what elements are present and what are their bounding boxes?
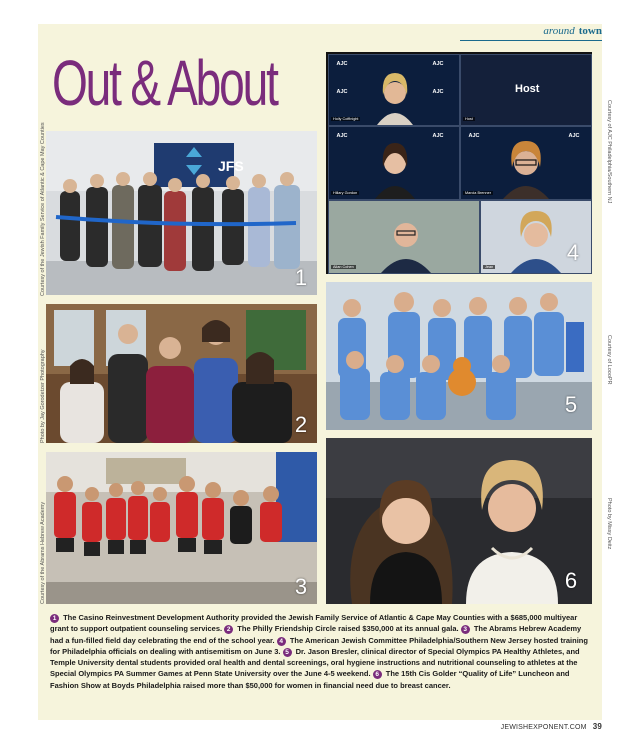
page-footer: [460, 722, 602, 734]
ajc-logo: AJC: [568, 133, 580, 139]
photo-3-field-day: [46, 452, 317, 604]
photo-number-6: 6: [564, 568, 578, 593]
participant-name: Host: [465, 117, 473, 121]
ajc-logo: AJC: [432, 89, 444, 95]
ajc-logo: AJC: [336, 133, 348, 139]
participant-name: Holly Coffinight: [333, 117, 359, 121]
footer-site: JEWISHEXPONENT.COM: [500, 724, 587, 731]
ajc-logo: AJC: [336, 89, 348, 95]
zoom-tile-host: [460, 54, 592, 126]
photo-caption: [50, 612, 595, 712]
photo-4-zoom-meeting: [326, 52, 592, 274]
photo-number-3: 3: [294, 574, 308, 599]
credit-photo-5: Courtesy of LoooPR: [606, 335, 612, 385]
page-title: Out & About: [52, 47, 277, 119]
photo-number-4: 4: [566, 240, 580, 265]
participant-name: Allan Cohen: [333, 265, 354, 269]
caption-text-6: The 15th Cis Golder “Quality of Life” Luncheon and Fashion Show at Boyds Philadelphia raised more than $50,000 for women in financial need due to breast cancer.: [50, 669, 570, 690]
caption-marker-6: 6: [373, 670, 382, 679]
section-name: town: [578, 25, 602, 37]
photo-2-gala: [46, 304, 317, 443]
photo-6-luncheon: [326, 438, 592, 604]
ajc-logo: AJC: [432, 133, 444, 139]
zoom-tile-1: [328, 54, 460, 126]
svg-text:JFS: JFS: [218, 158, 244, 174]
caption-marker-3: 3: [461, 625, 470, 634]
photo-number-5: 5: [564, 392, 578, 417]
credit-photo-6: Photo by Missy Deitz: [606, 498, 612, 550]
caption-text-5: Dr. Jason Bresler, clinical director of Special Olympics PA Healthy Athletes, and Temple University dental students provided oral health and dental screenings, oral hygiene instructions and nutritional counseling to athletes at the Special Olympics PA Summer Games at Penn State University over the June 4-5 weekend.: [50, 646, 580, 679]
photo-1-ribbon-cutting: [46, 131, 317, 295]
section-rule: [460, 40, 602, 41]
zoom-tile-5: [328, 200, 480, 274]
credit-photo-2: Photo by Jay Gorodetzer Photography: [40, 349, 46, 443]
caption-marker-4: 4: [277, 637, 286, 646]
credit-photo-3: Courtesy of the Abrams Hebrew Academy: [40, 501, 46, 604]
ajc-logo: AJC: [336, 61, 348, 67]
caption-marker-2: 2: [224, 625, 233, 634]
credit-photo-1: Courtesy of the Jewish Family Service of Atlantic & Cape May Counties: [40, 122, 46, 296]
caption-marker-5: 5: [283, 648, 292, 657]
caption-text-3: The Abrams Hebrew Academy had a fun-filled field day celebrating the end of the school year.: [50, 624, 582, 645]
caption-marker-1: 1: [50, 614, 59, 623]
zoom-tile-4: [460, 126, 592, 200]
participant-name: Hillary Gordon: [333, 191, 358, 195]
caption-text-1: The Casino Reinvestment Development Authority provided the Jewish Family Service of Atlantic & Cape May Counties with a $685,000 multiyear grant to support outpatient counseling services.: [50, 613, 578, 634]
photo-number-2: 2: [294, 412, 308, 437]
photo-number-1: 1: [294, 265, 308, 290]
page-number: 39: [592, 722, 602, 731]
participant-name: Marcia Brenner: [465, 191, 491, 195]
caption-text-2: The Philly Friendship Circle raised $350,000 at its annual gala.: [237, 624, 459, 634]
credit-photo-4: Courtesy of AJC Philadelphia/Southern NJ: [606, 100, 612, 204]
participant-name: Jean: [485, 265, 494, 269]
host-label: Host: [515, 83, 540, 95]
caption-text-4: The American Jewish Committee Philadelphia/Southern New Jersey hosted training for Philadelphia officials on dealing with antisemitism on June 3.: [50, 635, 588, 656]
section-tag: [470, 25, 602, 39]
photo-5-health-screening: [326, 282, 592, 430]
ajc-logo: AJC: [432, 61, 444, 67]
section-prefix: around: [543, 25, 575, 37]
ajc-logo: AJC: [468, 133, 480, 139]
zoom-tile-3: [328, 126, 460, 200]
